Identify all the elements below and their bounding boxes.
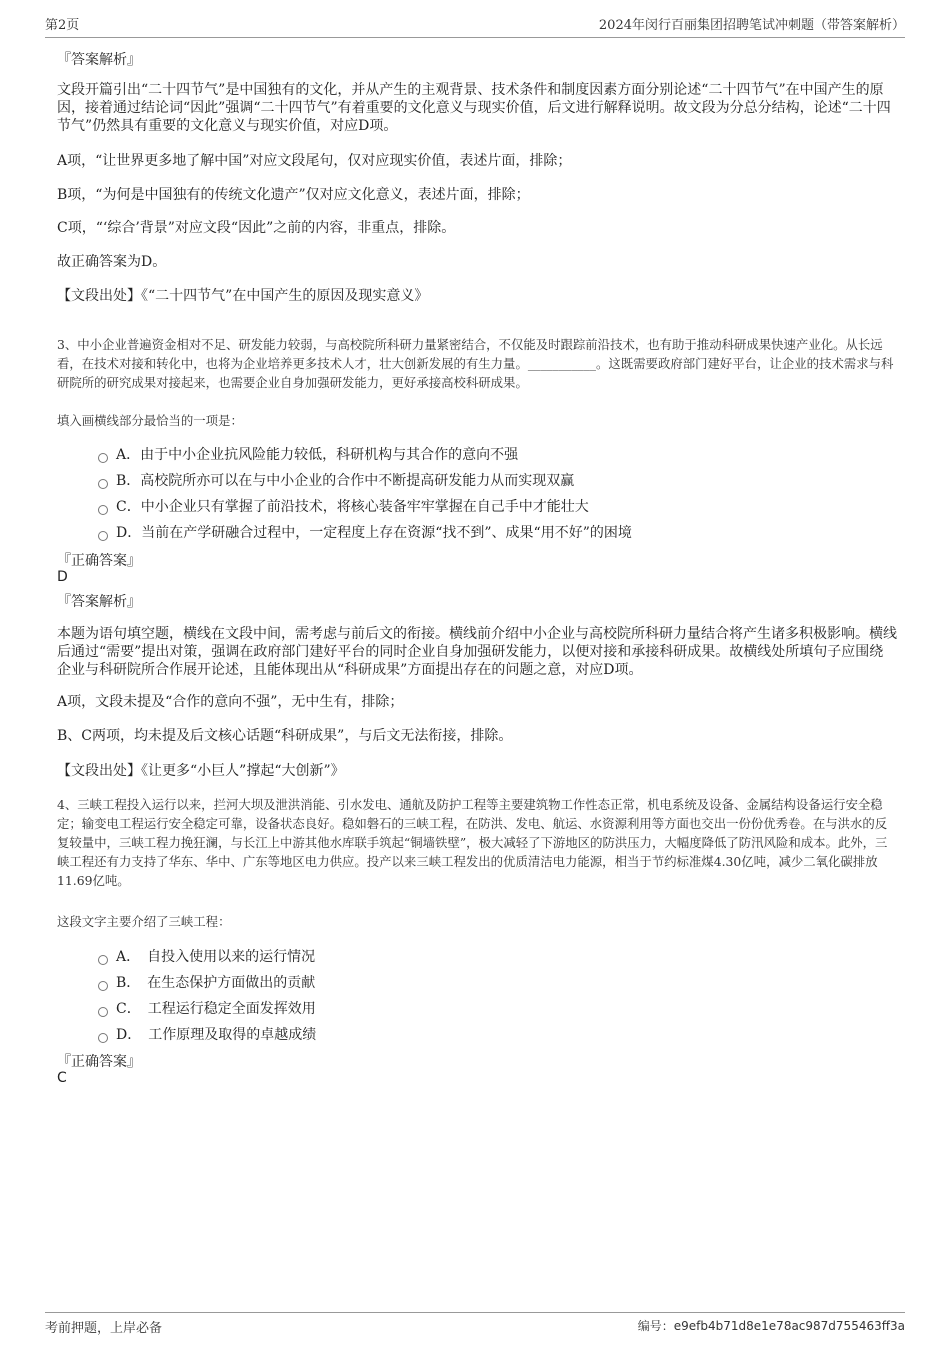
q2-analysis-label: 『答案解析』 [57, 52, 141, 68]
q3-note-a: A项，文段未提及“合作的意向不强”，无中生有，排除； [57, 694, 404, 710]
q3-source: 【文段出处】《让更多“小巨人”撑起“大创新”》 [57, 763, 345, 779]
radio-icon[interactable] [98, 453, 108, 463]
q4-option-a[interactable]: A． 自投入使用以来的运行情况 [98, 944, 316, 970]
q2-source: 【文段出处】《“二十四节气”在中国产生的原因及现实意义》 [57, 288, 429, 304]
q2-note-b: B项，“为何是中国独有的传统文化遗产”仅对应文化意义，表述片面，排除； [57, 187, 530, 203]
document-id: 编号：e9efb4b71d8e1e78ac987d755463ff3a [637, 1319, 905, 1333]
page-footer [45, 1312, 905, 1336]
q2-note-a: A项，“让世界更多地了解中国”对应文段尾句，仅对应现实价值，表述片面，排除； [57, 153, 572, 169]
q3-answer: D [57, 569, 68, 585]
q4-option-d[interactable]: D． 工作原理及取得的卓越成绩 [98, 1022, 316, 1048]
q3-options [98, 442, 632, 546]
radio-icon[interactable] [98, 1033, 108, 1043]
q4-stem: 4、三峡工程投入运行以来，拦河大坝及泄洪消能、引水发电、通航及防护工程等主要建筑物工作性态正常，机电系统及设备、金属结构设备运行安全稳定；输变电工程运行安全稳定可靠，设备状态良好。稳如磐石的三峡工程，在防洪、发电、航运、水资源利用等方面也交出一份份优秀卷。在与洪水的反复较量中，三峡工程力挽狂澜，与长江上中游其他水库联手筑起“铜墙铁壁”，极大减轻了下游地区的防洪压力，大幅度降低了防汛风险和成本。此外，三峡工程还有力支持了华东、华中、广东等地区电力供应。投产以来三峡工程发出的优质清洁电力能源，相当于节约标准煤4.30亿吨，减少二氧化碳排放11.69亿吨。 [57, 797, 888, 888]
q3-option-b[interactable]: B．高校院所亦可以在与中小企业的合作中不断提高研发能力从而实现双赢 [98, 468, 632, 494]
q2-conclusion: 故正确答案为D。 [57, 254, 167, 270]
q4-answer: C [57, 1070, 67, 1086]
radio-icon[interactable] [98, 505, 108, 515]
q3-answer-label: 『正确答案』 [57, 553, 141, 569]
document-title: 2024年闵行百丽集团招聘笔试冲刺题（带答案解析） [598, 18, 905, 33]
radio-icon[interactable] [98, 1007, 108, 1017]
q3-note-bc: B、C两项，均未提及后文核心话题“科研成果”，与后文无法衔接，排除。 [57, 728, 513, 744]
q3-prompt: 填入画横线部分最恰当的一项是： [57, 413, 243, 428]
radio-icon[interactable] [98, 531, 108, 541]
radio-icon[interactable] [98, 955, 108, 965]
q4-option-b[interactable]: B． 在生态保护方面做出的贡献 [98, 970, 316, 996]
q3-analysis: 本题为语句填空题，横线在文段中间，需考虑与前后文的衔接。横线前介绍中小企业与高校院所科研力量结合将产生诸多积极影响。横线后通过“需要”提出对策，强调在政府部门建好平台的同时企业自身加强研发能力，以便对接和承接科研成果。故横线处所填句子应围绕企业与科研院所合作展开论述，且能体现出从“科研成果”方面提出存在的问题之意，对应D项。 [57, 626, 897, 678]
footer-slogan: 考前押题，上岸必备 [45, 1321, 163, 1336]
page-number: 第2页 [45, 18, 80, 33]
q2-note-c: C项，“‘综合’背景”对应文段“因此”之前的内容，非重点，排除。 [57, 220, 456, 236]
q3-option-d[interactable]: D．当前在产学研融合过程中，一定程度上存在资源“找不到”、成果“用不好”的困境 [98, 520, 632, 546]
q4-option-c[interactable]: C． 工程运行稳定全面发挥效用 [98, 996, 316, 1022]
q3-stem: 3、中小企业普遍资金相对不足、研发能力较弱，与高校院所科研力量紧密结合，不仅能及时跟踪前沿技术，也有助于推动科研成果快速产业化。从长远看，在技术对接和转化中，也将为企业培养更多技术人才，壮大创新发展的有生力量。___________。这既需要政府部门建好平台，让企业的技术需求与科研院所的研究成果对接起来，也需要企业自身加强研发能力，更好承接高校科研成果。 [57, 337, 894, 390]
q3-analysis-label: 『答案解析』 [57, 594, 141, 610]
q4-answer-label: 『正确答案』 [57, 1054, 141, 1070]
q4-prompt: 这段文字主要介绍了三峡工程： [57, 914, 231, 929]
page-header [45, 14, 905, 38]
q3-option-a[interactable]: A．由于中小企业抗风险能力较低，科研机构与其合作的意向不强 [98, 442, 632, 468]
radio-icon[interactable] [98, 479, 108, 489]
q3-option-c[interactable]: C．中小企业只有掌握了前沿技术，将核心装备牢牢掌握在自己手中才能壮大 [98, 494, 632, 520]
q2-analysis: 文段开篇引出“二十四节气”是中国独有的文化，并从产生的主观背景、技术条件和制度因素方面分别论述“二十四节气”在中国产生的原因，接着通过结论词“因此”强调“二十四节气”有着重要的文化意义与现实价值，后文进行解释说明。故文段为分总分结构，论述“二十四节气”仍然具有重要的文化意义与现实价值，对应D项。 [57, 82, 891, 134]
radio-icon[interactable] [98, 981, 108, 991]
q4-options [98, 944, 316, 1048]
